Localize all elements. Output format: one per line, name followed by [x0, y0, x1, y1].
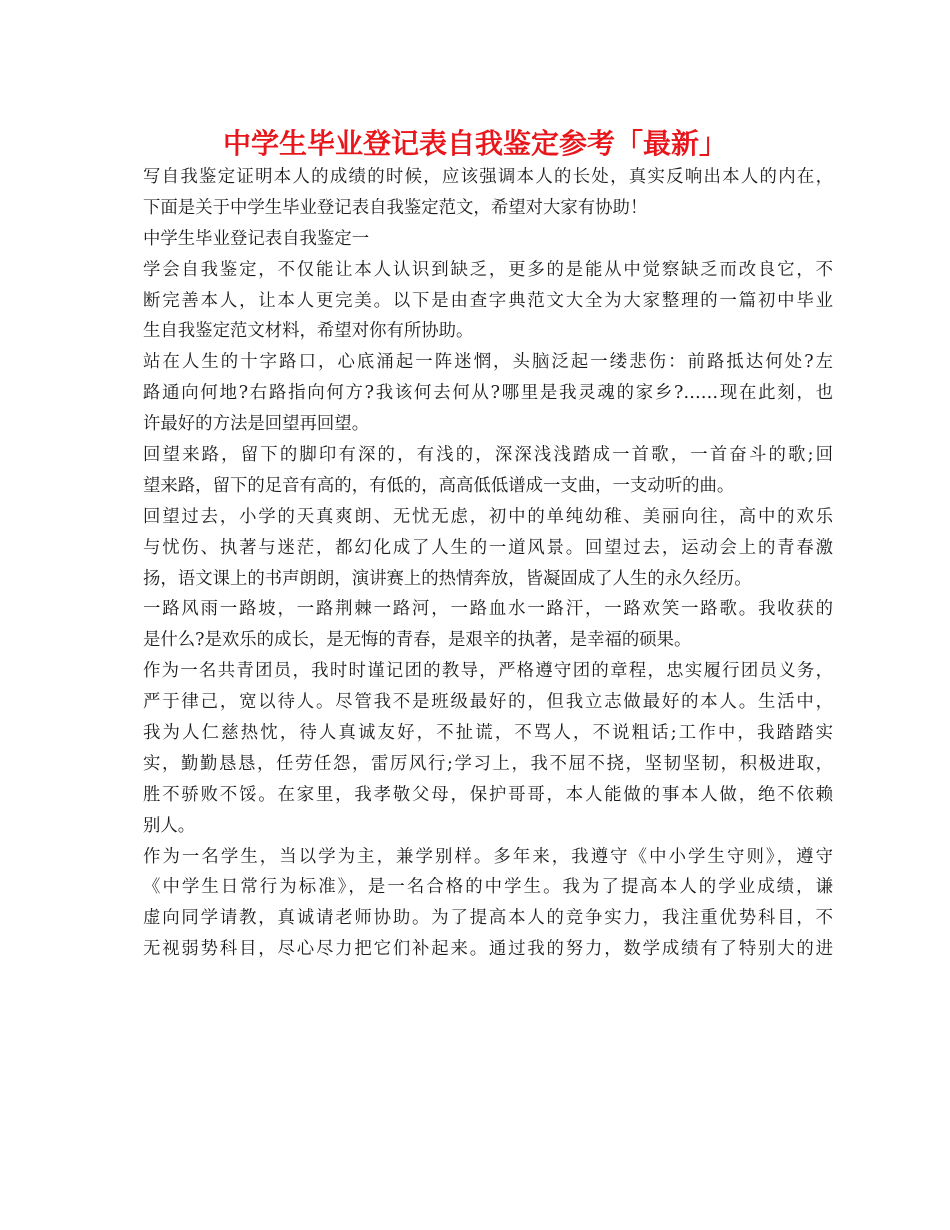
body-line: 学会自我鉴定，不仅能让本人认识到缺乏，更多的是能从中觉察缺乏而改良它，不 [143, 259, 833, 280]
body-line: 断完善本人，让本人更完美。以下是由查字典范文大全为大家整理的一篇初中毕业 [143, 290, 833, 311]
body-line: 下面是关于中学生毕业登记表自我鉴定范文，希望对大家有协助！ [143, 197, 648, 218]
body-line: 许最好的方法是回望再回望。 [143, 414, 370, 435]
body-line: 扬，语文课上的书声朗朗，演讲赛上的热情奔放，皆凝固成了人生的永久经历。 [143, 568, 752, 589]
document-title: 中学生毕业登记表自我鉴定参考「最新」 [222, 127, 727, 160]
body-line: 作为一名学生，当以学为主，兼学别样。多年来，我遵守《中小学生守则》，遵守 [143, 846, 833, 867]
body-line: 一路风雨一路坡，一路荆棘一路河，一路血水一路汗，一路欢笑一路歌。我收获的 [143, 599, 833, 620]
body-line: 路通向何地?右路指向何方?我该何去何从?哪里是我灵魂的家乡?……现在此刻，也 [143, 383, 833, 404]
body-line: 胜不骄败不馁。在家里，我孝敬父母，保护哥哥，本人能做的事本人做，绝不依赖 [143, 784, 833, 805]
body-line: 《中学生日常行为标准》，是一名合格的中学生。我为了提高本人的学业成绩，谦 [143, 877, 833, 898]
body-line: 别人。 [143, 815, 196, 836]
body-line: 回望过去，小学的天真爽朗、无忧无虑，初中的单纯幼稚、美丽向往，高中的欢乐 [143, 506, 833, 527]
body-line: 站在人生的十字路口，心底涌起一阵迷惘，头脑泛起一缕悲伤：前路抵达何处?左 [143, 352, 833, 373]
body-line: 回望来路，留下的脚印有深的，有浅的，深深浅浅踏成一首歌，一首奋斗的歌;回 [143, 445, 833, 466]
body-line: 作为一名共青团员，我时时谨记团的教导，严格遵守团的章程，忠实履行团员义务， [143, 661, 833, 682]
body-line: 写自我鉴定证明本人的成绩的时候，应该强调本人的长处，真实反响出本人的内在， [143, 167, 833, 187]
body-line: 中学生毕业登记表自我鉴定一 [143, 228, 370, 249]
body-line: 我为人仁慈热忱，待人真诚友好，不扯谎，不骂人，不说粗话;工作中，我踏踏实 [143, 723, 833, 744]
document-body [143, 162, 833, 965]
body-line: 望来路，留下的足音有高的，有低的，高高低低谱成一支曲，一支动听的曲。 [143, 475, 735, 496]
body-line: 与忧伤、执著与迷茫，都幻化成了人生的一道风景。回望过去，运动会上的青春激 [143, 537, 833, 558]
body-line: 生自我鉴定范文材料，希望对你有所协助。 [143, 321, 474, 342]
body-line: 实，勤勤恳恳，任劳任怨，雷厉风行;学习上，我不屈不挠，坚韧坚韧，积极进取， [143, 753, 833, 774]
body-line: 是什么?是欢乐的成长，是无悔的青春，是艰辛的执著，是幸福的硕果。 [143, 630, 692, 651]
body-line: 严于律己，宽以待人。尽管我不是班级最好的，但我立志做最好的本人。生活中， [143, 692, 833, 713]
body-line: 虚向同学请教，真诚请老师协助。为了提高本人的竞争实力，我注重优势科目，不 [143, 908, 833, 929]
body-line: 无视弱势科目，尽心尽力把它们补起来。通过我的努力，数学成绩有了特别大的进 [143, 939, 833, 960]
